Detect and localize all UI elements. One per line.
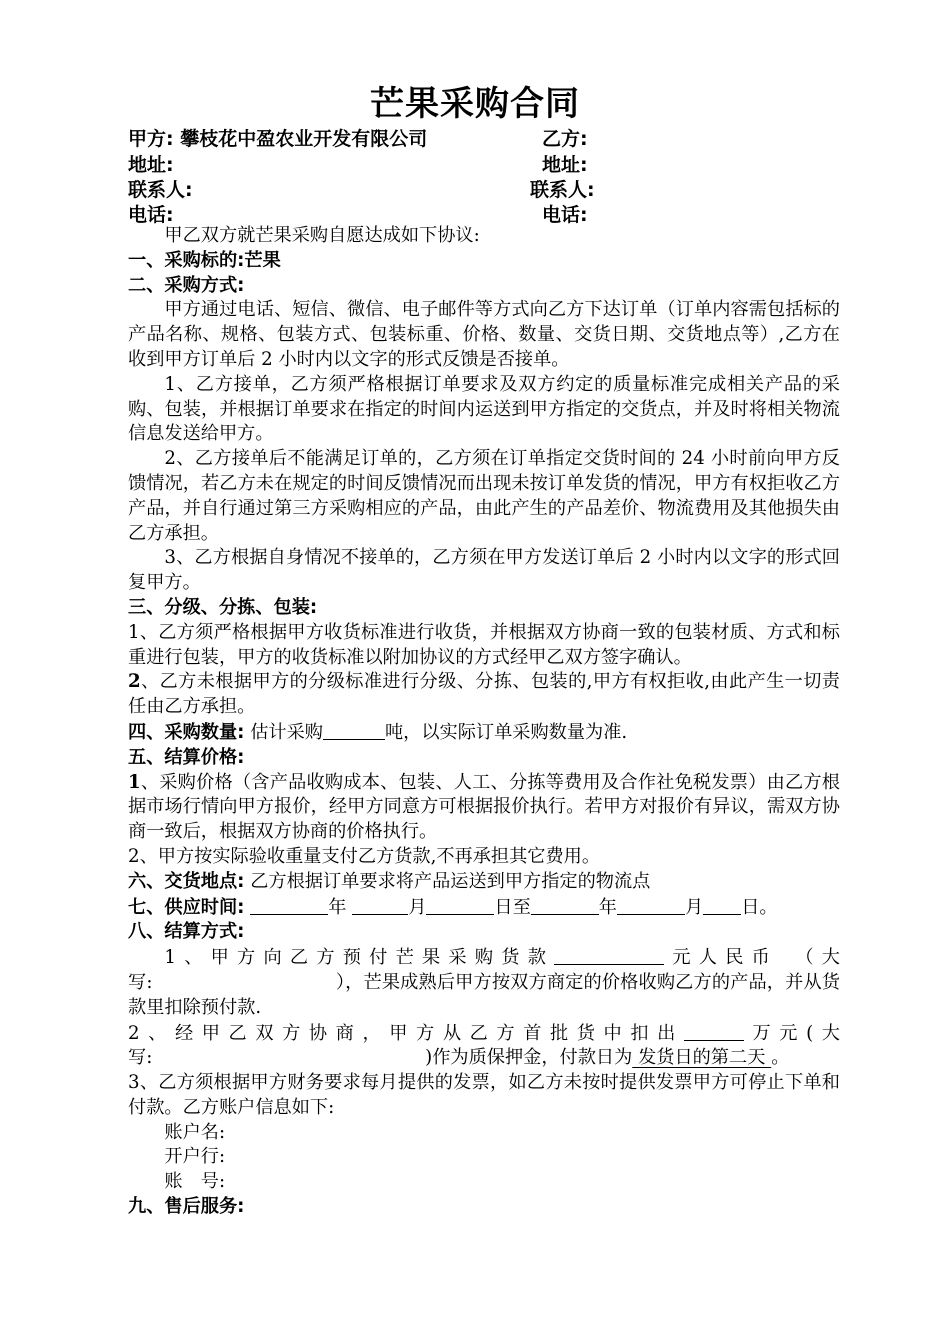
section-7: 七、供应时间: 年 月 日至 年 月 日。 [128, 896, 778, 918]
section-9-heading: 九、售后服务: [128, 1196, 245, 1218]
bank-label: 开户行: [164, 1146, 226, 1168]
end-month-blank [617, 895, 685, 915]
section-6-heading: 六、交货地点: [128, 870, 245, 892]
section-1-heading: 一、采购标的: [128, 249, 245, 271]
section-8-para-2: 2、经甲乙双方协商，甲方从乙方首批货中扣出 万元(大写: )作为质保押金，付款日为 发货日的第二天 。 [128, 1022, 840, 1069]
end-day-blank [703, 895, 741, 915]
section-3-para-1: 1、乙方须严格根据甲方收货标准进行收货，并根据双方协商一致的包装材质、方式和标重进行包装，甲方的收货标准以附加协议的方式经甲乙双方签字确认。 [128, 621, 840, 668]
section-2-para-2: 2、乙方接单后不能满足订单的，乙方须在订单指定交货时间的 24 小时前向甲方反馈情况，若乙方未在规定的时间反馈情况而出现未按订单发货的情况，甲方有权拒收乙方产品，并自行通过第三方采购相应的产品，由此产生的产品差价、物流费用及其他损失由乙方承担。 [128, 448, 840, 544]
start-day-blank [426, 895, 494, 915]
party-b-phone-label: 电话: [542, 204, 588, 226]
account-name-label: 账户名: [164, 1121, 226, 1143]
section-3-heading: 三、分级、分拣、包装: [128, 596, 318, 618]
payment-day: 发货日的第二天 [632, 1047, 772, 1069]
section-7-heading: 七、供应时间: [128, 896, 245, 918]
prepayment-blank [554, 945, 664, 965]
section-5-para-1: 1、采购价格（含产品收购成本、包装、人工、分拣等费用及合作社免税发票）由乙方根据市场行情向甲方报价，经甲方同意方可根据报价执行。若甲方对报价有异议，需双方协商一致后，根据双方协商的价格执行。 [128, 771, 840, 843]
section-8-para-1: 1、甲方向乙方预付芒果采购货款 元人民币 （大写: ），芒果成熟后甲方按双方商定的价格收购乙方的产品，并从货款里扣除预付款. [128, 947, 840, 1018]
quantity-blank [323, 720, 385, 740]
contract-body [128, 224, 840, 1220]
section-8-heading: 八、结算方式: [128, 921, 245, 943]
address-row [0, 150, 950, 175]
section-2-para-1: 1、乙方接单，乙方须严格根据订单要求及双方约定的质量标准完成相关产品的采购、包装，并根据订单要求在指定的时间内运送到甲方指定的交货点，并及时将相关物流信息发送给甲方。 [128, 373, 840, 445]
deposit-blank [684, 1021, 744, 1041]
party-b-contact-label: 联系人: [530, 179, 595, 201]
section-5-heading: 五、结算价格: [128, 746, 245, 768]
intro-text: 甲乙双方就芒果采购自愿达成如下协议: [164, 225, 480, 246]
party-a-label: 甲方: 攀枝花中盈农业开发有限公司 [128, 128, 428, 150]
end-year-blank [531, 895, 599, 915]
phone-row [0, 200, 950, 225]
section-2-para-3: 3、乙方根据自身情况不接单的，乙方须在甲方发送订单后 2 小时内以文字的形式回复甲方。 [128, 547, 840, 594]
section-2-para-0: 甲方通过电话、短信、微信、电子邮件等方式向乙方下达订单（订单内容需包括标的产品名称、规格、包装方式、包装标重、价格、数量、交货日期、交货地点等）,乙方在收到甲方订单后 2 小时内以文字的形式反馈是否接单。 [128, 299, 840, 370]
party-row [0, 124, 950, 149]
start-month-blank [352, 895, 408, 915]
start-year-blank [250, 895, 328, 915]
party-a-address-label: 地址: [128, 154, 174, 176]
section-6: 六、交货地点: 乙方根据订单要求将产品运送到甲方指定的物流点 [128, 870, 651, 892]
page-title: 芒果采购合同 [370, 84, 580, 124]
section-3-para-2: 2、乙方未根据甲方的分级标准进行分级、分拣、包装的,甲方有权拒收,由此产生一切责任由乙方承担。 [128, 671, 840, 718]
section-4: 四、采购数量: 估计采购 吨，以实际订单采购数量为准. [128, 721, 628, 743]
party-a-name: 攀枝花中盈农业开发有限公司 [180, 128, 428, 150]
account-number-label: 账 号: [164, 1171, 226, 1193]
section-8-para-3: 3、乙方须根据甲方财务要求每月提供的发票，如乙方未按时提供发票甲方可停止下单和付款。乙方账户信息如下: [128, 1072, 840, 1118]
party-a-phone-label: 电话: [128, 204, 174, 226]
party-b-label: 乙方: [542, 128, 588, 150]
section-1 [128, 249, 840, 274]
section-4-heading: 四、采购数量: [128, 721, 245, 743]
section-2-heading: 二、采购方式: [128, 274, 245, 296]
party-b-address-label: 地址: [542, 154, 588, 176]
party-a-contact-label: 联系人: [128, 179, 193, 201]
section-5-para-2: 2、甲方按实际验收重量支付乙方货款,不再承担其它费用。 [128, 845, 601, 867]
purchase-subject: 芒果 [244, 249, 281, 271]
contact-row [0, 175, 950, 200]
